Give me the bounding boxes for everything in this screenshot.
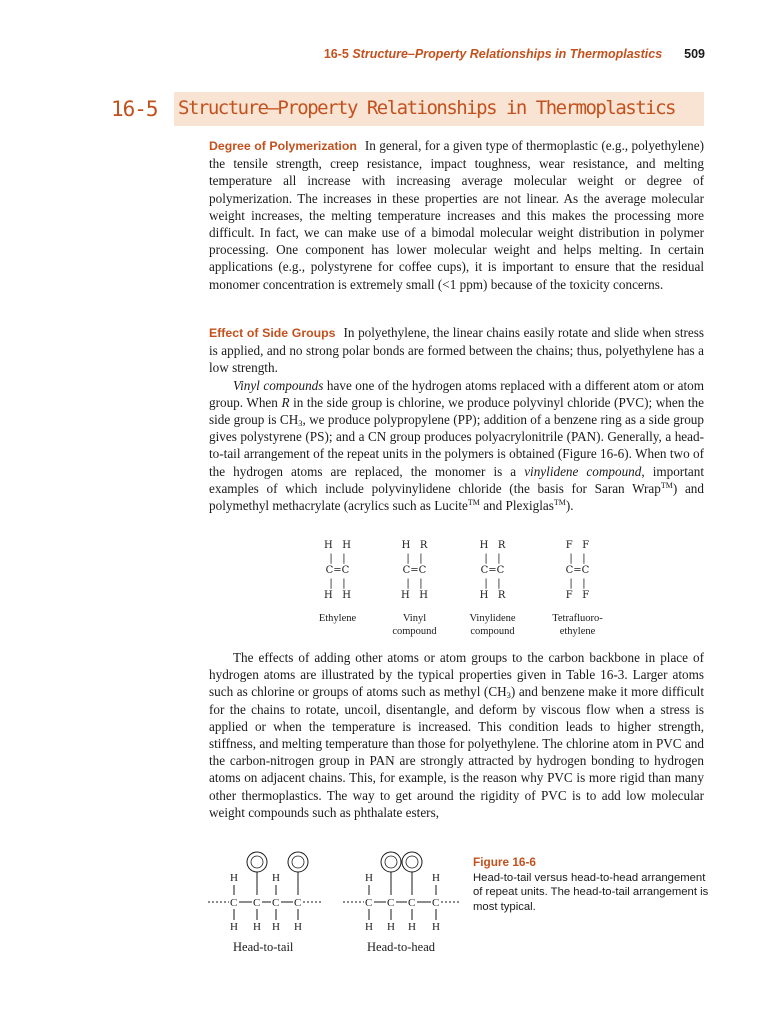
svg-text:H: H	[432, 921, 440, 933]
svg-text:C: C	[408, 897, 416, 909]
structure-tetrafluoroethylene: F F | | C=C | | F F Tetrafluoro- ethylene	[552, 540, 603, 637]
svg-text:H: H	[272, 921, 280, 933]
paragraph-text: In polyethylene, the linear chains easily rotate and slide when stress is applied, and no strong polar bonds are formed between the chains; thus, polyethylene has a low strength.	[209, 325, 704, 376]
page-number: 509	[684, 47, 705, 61]
head-to-tail-label: Head-to-tail	[233, 940, 294, 954]
svg-text:C: C	[432, 897, 440, 909]
structure-vinylidene-compound: H R | | C=C | | H R Vinylidene compound	[469, 540, 516, 637]
svg-text:C: C	[230, 897, 238, 909]
section-number: 16-5	[111, 97, 158, 121]
section-title: Structure–Property Relationships in Thermoplastics	[178, 97, 675, 119]
head-to-tail-chain	[208, 852, 323, 954]
figure-number: Figure 16-6	[473, 855, 536, 869]
svg-text:C: C	[253, 897, 261, 909]
term-vinylidene-compound: vinylidene compound	[524, 463, 642, 479]
paragraph-text: In general, for a given type of thermoplastic (e.g., polyethylene) the tensile strength, creep resistance, impact toughness, wear resistance, and melting temperature all increase with increasing average molecular weight or degree of polymerization. The increases in these properties are not linear. As the average molecular weight increases, the melting temperature increases and this makes the processing more difficult. In fact, we can make use of a bimodal molecular weight distribution in polymer processing. One component has lower molecular weight and helps melting. In certain applications (e.g., polystyrene for coffee cups), it is important to ensure that the residual monomer concentration is extremely small (<1 ppm) because of the toxicity concerns.	[209, 138, 704, 292]
paragraph-degree-of-polymerization	[209, 137, 704, 293]
structure-ethylene: H H | | C=C | | H H Ethylene	[318, 540, 357, 624]
structure-vinyl-compound: H R | | C=C | | H H Vinyl compound	[392, 540, 437, 637]
figure-caption-text: Head-to-tail versus head-to-head arrangement of repeat units. The head-to-tail arrangement is most typical.	[473, 871, 709, 913]
run-in-heading: Degree of Polymerization	[209, 139, 357, 153]
svg-text:H: H	[365, 872, 373, 884]
run-in-heading: Effect of Side Groups	[209, 326, 336, 340]
svg-text:H: H	[253, 921, 261, 933]
benzene-ring-icon	[247, 852, 267, 872]
running-head-section-number: 16-5	[323, 47, 349, 61]
running-head-section-title: Structure–Property Relationships in Thermoplastics	[352, 47, 663, 61]
benzene-ring-icon	[288, 852, 308, 872]
head-to-head-label: Head-to-head	[367, 940, 436, 954]
figure-16-6-diagram	[205, 845, 465, 957]
monomer-structures	[300, 540, 620, 640]
svg-text:C: C	[294, 897, 302, 909]
head-to-head-chain	[343, 852, 461, 954]
paragraph-vinyl: Vinyl compounds have one of the hydrogen atoms replaced with a different atom or atom group. When R in the side group is chlorine, we produce polyvinyl chloride (PVC); when the side group is $CH_3$, we produce polypropylene (PP); addition of a benzene ring as a side group gives polystyrene (PS); and a CN group produces polyacrylonitrile (PAN). Generally, a head-to-tail arrangement of the repeat units in the polymers is obtained (Figure 16-6). When two of the hydrogen atoms are replaced, the monomer is a vinylidene compound, important examples of which include polyvinylidene chloride (the basis for Saran Wrap™) and polymethyl methacrylate (acrylics such as Lucite™ and Plexiglas™).	[209, 377, 704, 514]
figure-caption	[473, 855, 713, 914]
svg-text:H: H	[294, 921, 302, 933]
svg-text:H: H	[230, 921, 238, 933]
svg-text:H: H	[272, 872, 280, 884]
svg-text:C: C	[387, 897, 395, 909]
benzene-ring-icon	[402, 852, 422, 872]
benzene-ring-icon	[381, 852, 401, 872]
svg-text:C: C	[365, 897, 373, 909]
svg-text:H: H	[365, 921, 373, 933]
paragraph-side-groups	[209, 324, 704, 514]
running-head	[0, 47, 705, 61]
svg-text:H: H	[230, 872, 238, 884]
term-vinyl-compounds: Vinyl compounds	[233, 377, 324, 393]
svg-text:C: C	[272, 897, 280, 909]
svg-text:H: H	[432, 872, 440, 884]
svg-text:H: H	[408, 921, 416, 933]
svg-text:H: H	[387, 921, 395, 933]
paragraph-side-group-effects: The effects of adding other atoms or atom groups to the carbon backbone in place of hydrogen atoms are illustrated by the typical properties given in Table 16-3. Larger atoms such as chlorine or groups of atoms such as methyl $(CH_3)$ and benzene make it more difficult for the chains to rotate, uncoil, disentangle, and deform by viscous flow when a stress is applied or when the temperature is increased. This condition leads to higher strength, stiffness, and melting temperature than those for polyethylene. The chlorine atom in PVC and the carbon-nitrogen group in PAN are strongly attracted by hydrogen bonding to hydrogen atoms on adjacent chains. This, for example, is the reason why PVC is more rigid than many other thermoplastics. The way to get around the rigidity of PVC is to add low molecular weight compounds such as phthalate esters,	[209, 650, 704, 820]
